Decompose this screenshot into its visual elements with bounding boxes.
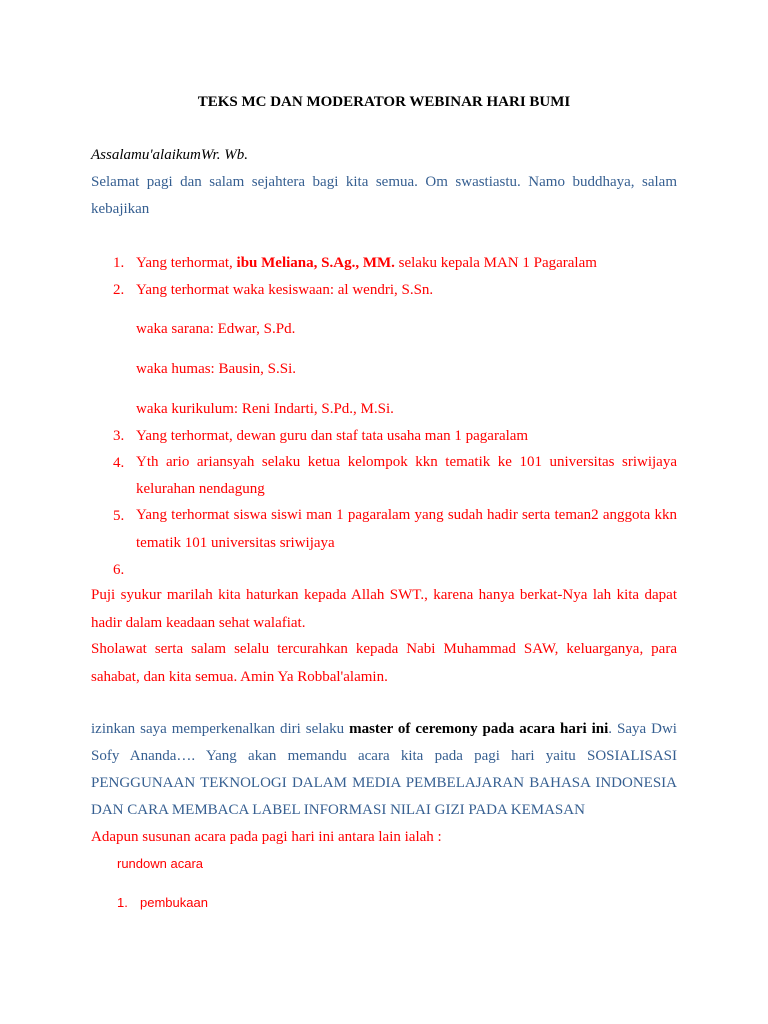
susunan-acara: Adapun susunan acara pada pagi hari ini antara lain ialah : — [91, 829, 442, 845]
list-number: 6. — [113, 562, 125, 578]
rundown-number: 1. — [117, 895, 128, 910]
intro-line-1: izinkan saya memperkenalkan diri selaku master of ceremony pada acara hari ini. Saya Dwi — [91, 721, 677, 737]
page-title: TEKS MC DAN MODERATOR WEBINAR HARI BUMI — [197, 94, 571, 110]
intro-line-3: PENGGUNAAN TEKNOLOGI DALAM MEDIA PEMBELAJARAN BAHASA INDONESIA — [91, 775, 677, 791]
honorific-item-4-line-2: kelurahan nendagung — [136, 481, 265, 497]
list-number: 2. — [113, 282, 125, 298]
intro-line-2: Sofy Ananda…. Yang akan memandu acara kita pada pagi hari yaitu SOSIALISASI — [91, 748, 677, 764]
list-number: 4. — [113, 455, 125, 471]
syukur-line-1: Puji syukur marilah kita haturkan kepada Allah SWT., karena hanya berkat-Nya lah kita dapat — [91, 587, 677, 603]
honorific-sub-kurikulum: waka kurikulum: Reni Indarti, S.Pd., M.Si. — [136, 401, 394, 417]
honorific-item-2: Yang terhormat waka kesiswaan: al wendri, S.Sn. — [136, 282, 434, 298]
honorific-sub-humas: waka humas: Bausin, S.Si. — [136, 361, 296, 377]
rundown-label: rundown acara — [117, 856, 203, 871]
rundown-item: pembukaan — [140, 895, 208, 910]
honorific-item-5-line-1: Yang terhormat siswa siswi man 1 pagaralam yang sudah hadir serta teman2 anggota kkn — [136, 507, 677, 523]
salam-open: Assalamu'alaikumWr. Wb. — [91, 147, 248, 163]
honorific-item-4-line-1: Yth ario ariansyah selaku ketua kelompok kkn tematik ke 101 universitas sriwijaya — [136, 454, 677, 470]
honorific-item-3: Yang terhormat, dewan guru dan staf tata usaha man 1 pagaralam — [136, 428, 529, 444]
honorific-item-5-line-2: tematik 101 universitas sriwijaya — [136, 535, 335, 551]
syukur-line-2: hadir dalam keadaan sehat walafiat. — [91, 615, 306, 631]
list-number: 1. — [113, 255, 125, 271]
list-number: 5. — [113, 508, 125, 524]
sholawat-line-1: Sholawat serta salam selalu tercurahkan kepada Nabi Muhammad SAW, keluarganya, para — [91, 641, 677, 657]
sholawat-line-2: sahabat, dan kita semua. Amin Ya Robbal'alamin. — [91, 669, 388, 685]
intro-line-4: DAN CARA MEMBACA LABEL INFORMASI NILAI GIZI PADA KEMASAN — [91, 802, 585, 818]
honorific-sub-sarana: waka sarana: Edwar, S.Pd. — [136, 321, 296, 337]
honorific-item-1: Yang terhormat, ibu Meliana, S.Ag., MM. selaku kepala MAN 1 Pagaralam — [136, 255, 597, 271]
list-number: 3. — [113, 428, 125, 444]
greeting-line-1: Selamat pagi dan salam sejahtera bagi kita semua. Om swastiastu. Namo buddhaya, salam — [91, 174, 677, 190]
greeting-line-2: kebajikan — [91, 201, 150, 217]
